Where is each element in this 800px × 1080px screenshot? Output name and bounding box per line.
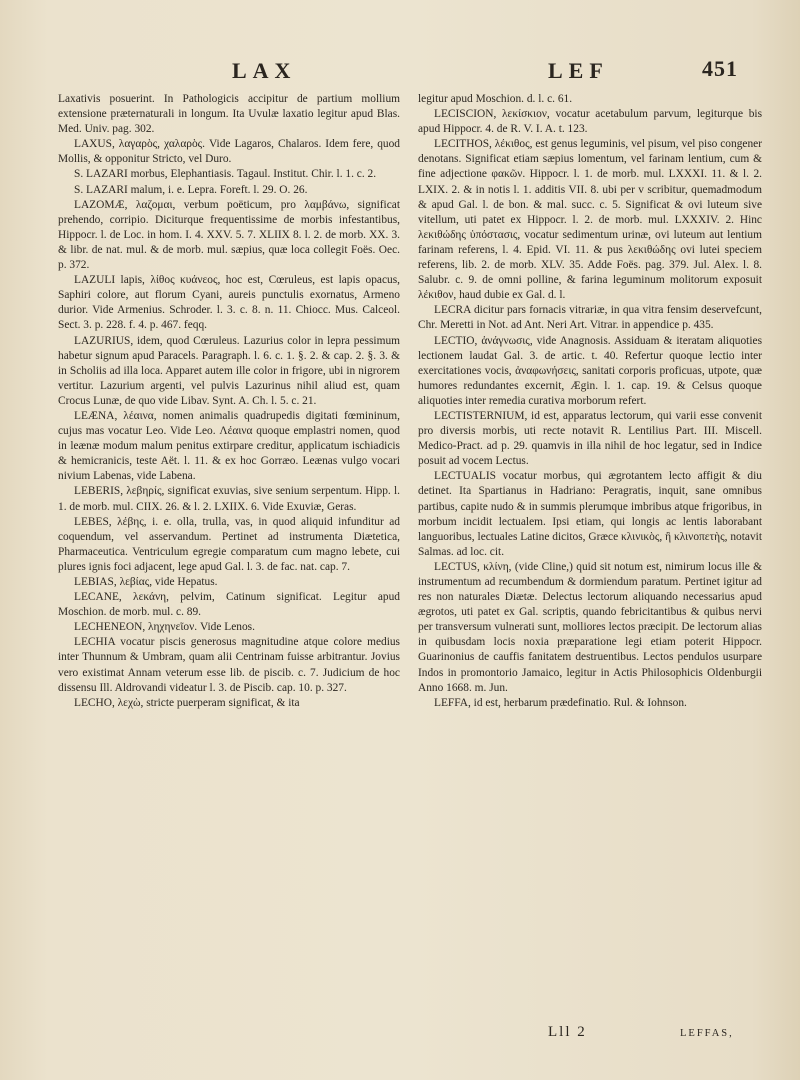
entry-lecithos: LECITHOS, λέκιθος, est genus leguminis, vel pisum, vel piso congener denotans. Significat etiam sæpius lomentum, vel farinam lentium, cum & fine adjectione φακῶν. Hippocr. l. 1. de morb. mul. LXXXI. 11. & l. 2. LXIX. 2. & in notis l. 1. additis VII. 8. ubi per v scribitur, quemadmodum & apud Gal. l. de bon. & mal. succ. c. 5. Significat & ovi luteum sive vitellum, uti patet ex Hippocr. l. 2. de morb. mul. LXXXIV. 2. Hinc λεκιθώδης ὑπόστασις, vocatur sedimentum urinæ, ovi luteum aut lentium farinam referens, l. 4. Epid. VI. 11. & pus λεκιθώδης ovi lutei speciem referens, lib. 2. de morb. XLV. 35. Adde Foës. pag. 379. Jul. Alex. l. 8. Salubr. c. 9. de omni polline, & farina leguminum molitorum exposuit λέκιθον, haud dubie ex Gal. d. l. <box>418 138 762 302</box>
running-head-left: LAX <box>232 58 297 83</box>
entry-lechia: LECHIA vocatur piscis generosus magnitudine atque colore medius inter Thunnum & Umbram, quam alii Centrinam fuisse arbitrantur. Jovius vero existimat Annam veterum esse lib. de piscib. c. 7. Judicium de hoc dissensu Ill. Aldrovandi videatur l. 3. de Piscib. cap. 10. p. 327. <box>58 636 400 694</box>
left-column <box>58 92 400 711</box>
catchword: LEFFAS, <box>680 1028 734 1039</box>
entry-lazomae: LAZOMÆ, λαζομαι, verbum poëticum, pro λαμβάνω, significat prehendo, corripio. Diciturque frequentissime de morbis infestantibus, Hippocr. l. de Loc. in hom. I. 4. XXV. 5. 7. XLIIX 8. l. 2. de morb. XX. 3. & libr. de nat. mul. & de morb. mul. sæpius, quæ loca collegit Foës. Oec. p. 372. <box>58 198 400 272</box>
entry-paragraph: Laxativis posuerint. In Pathologicis accipitur de partium mollium extensione præternaturali in longum. Ita Uvulæ laxatio legitur apud Blas. Med. Univ. pag. 302. <box>58 93 400 136</box>
entry-continuation: legitur apud Moschion. d. l. c. 61. <box>418 93 573 105</box>
entry-lazari-malum: S. LAZARI malum, i. e. Lepra. Foreft. l. 29. O. 26. <box>74 183 308 196</box>
entry-lecra: LECRA dicitur pars fornacis vitrariæ, in qua vitra fensim deservefcunt, Chr. Meretti in Not. ad Ant. Neri Art. Vitrar. in appendice p. 435. <box>418 304 762 332</box>
entry-leffa: LEFFA, id est, herbarum prædefinatio. Rul. & Iohnson. <box>434 696 687 709</box>
signature-mark: Lll 2 <box>548 1024 587 1040</box>
entry-lecane: LECANE, λεκάνη, pelvim, Catinum significat. Legitur apud Moschion. de morb. mul. c. 89. <box>58 591 400 619</box>
entry-laxus: LAXUS, λαγαρὸς, χαλαρὸς. Vide Lagaros, Chalaros. Idem fere, quod Mollis, & opponitur Stricto, vel Duro. <box>58 138 400 166</box>
entry-lectualis: LECTUALIS vocatur morbus, qui ægrotantem lecto affigit & diu detinet. Ita Spartianus in Hadriano: Peragratis, inquit, sane omnibus partibus, capite nudo & in summis plerumque imbribus atque frigoribus, in morbum incidit lectualem. Ipsi etiam, qui longis ac lentis laborabant languoribus, lectuales Latine dicitos, Græce κλινικὸς, ἢ κλινοπετὴς, notavit Salmas. ad loc. cit. <box>418 470 762 558</box>
entry-lectisternium: LECTISTERNIUM, id est, apparatus lectorum, qui varii esse convenit pro diversis morbis, uti recte notavit R. Lentilius Part. III. Miscell. Medico-Pract. ad p. 29. quamvis in illa nihil de hoc legatur, sed in Indice posuit ad vocem Lectus. <box>418 409 762 468</box>
entry-lazuli: LAZULI lapis, λίθος κυάνεος, hoc est, Cœruleus, est lapis opacus, Saphiri colore, aut florum Cyani, aureis punctulis exornatus, Armeno durior. Vide Armenius. Schroder. l. 3. c. 8. n. 11. Chiocc. Mus. Calceol. Sect. 3. p. 228. f. 4. p. 467. feqq. <box>58 274 400 332</box>
entry-lebias: LEBIAS, λεβίας, vide Hepatus. <box>74 576 218 588</box>
entry-lecision: LECISCION, λεκίσκιον, vocatur acetabulum parvum, legiturque bis apud Hippocr. 4. de R. V. I. A. t. 123. <box>418 108 762 136</box>
entry-lebes: LEBES, λέβης, i. e. olla, trulla, vas, in quod aliquid infunditur ad coquendum, vel asservandum. Pertinet ad instrumenta Diætetica, Pharmaceutica. Ventriculum egregie comparatum cum magno lebete, cui plures ignis foci adjacent, lege apud Gal. l. 3. de fac. nat. cap. 7. <box>58 515 400 573</box>
entry-lecheneon: LECHENEON, ληχηνεῖον. Vide Lenos. <box>74 621 255 634</box>
entry-lazurius: LAZURIUS, idem, quod Cœruleus. Lazurius color in lepra pessimum habetur signum apud Paracels. Paragraph. l. 6. c. 1. §. 2. & cap. 2. §. 3. & in Scholiis ad illa loca. Apparet autem ille color in frigore, ubi in nigrorem vertitur. Lazurium argenti, vel pulvis Lazurinus nihil aliud est, quam Crocus Lunæ, de quo vide Libav. Synt. A. Ch. l. 5. c. 21. <box>58 334 400 407</box>
entry-lectus: LECTUS, κλίνη, (vide Cline,) quid sit notum est, nimirum locus ille & instrumentum ad recumbendum & dormiendum paratum. Pertinet igitur ad res non naturales Diætæ. Delectus lectorum aliquando necessarius apud ægrotos, uti patet ex Gal. scriptis, quando febricitantibus & quibus nervi per transversum vulnerati sunt, molliores lectos præcipit. De lectorum alias in quibusdam locis noxia præparatione legi etiam poterit Hippocr. Guarinonius de cauffis fanitatem destruentibus. Lectos pendulos usurpare Indos in promontorio Jamaico, legitur in Actis Philosophicis Oldenburgii Anno 1668. m. Jun. <box>418 560 762 694</box>
entry-lecho: LECHO, λεχὼ, stricte puerperam significat, & ita <box>74 696 300 709</box>
running-head-right: LEF <box>548 58 609 83</box>
entry-lectio: LECTIO, ἀνάγνωσις, vide Anagnosis. Assiduam & iteratam aliquoties lectionem laudat Gal. 3. de artic. t. 40. Refertur quoque lectio inter exercitationes vocis, ἀναφωνήσεις, sanitati corporis proficuas, utpote, quæ humores redundantes excernit, Ægin. l. 1. cap. 19. & Celsus quoque aliquoties inter remedia curativa morborum refert. <box>418 334 762 407</box>
page-number: 451 <box>702 56 738 81</box>
entry-lazari-morbus: S. LAZARI morbus, Elephantiasis. Tagaul. Institut. Chir. l. 1. c. 2. <box>74 168 377 181</box>
entry-leaena: LEÆNA, λέαινα, nomen animalis quadrupedis digitati fœmininum, cujus mas vocatur Leo. Vide Leo. Λέαινα quoque emplastri nomen, quod in leænæ modum malum penitus extirpare creditur, applicatum ischiadicis & hemicranicis, teste Aët. l. 11. & ex hoc Gorræo. Leænas vulgo vocari nivium Labenas, vide Labena. <box>58 409 400 483</box>
right-column <box>418 92 762 711</box>
entry-leberis: LEBERIS, λεβηρίς, significat exuvias, sive senium serpentum. Hipp. l. 1. de morb. mul. CIIX. 26. & l. 2. LXIIX. 6. Vide Exuviæ, Geras. <box>58 485 400 513</box>
